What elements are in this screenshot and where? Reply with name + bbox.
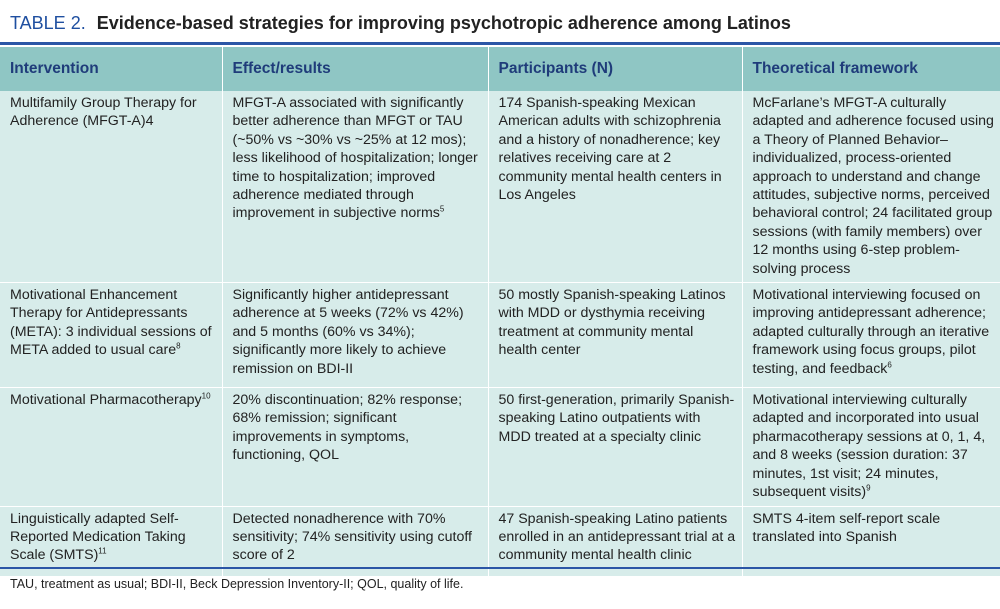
cell-text (233, 94, 482, 223)
participants-text: 47 Spanish-speaking Latino patients enrolled in an antidepressant trial at a community mental health clinic (498, 510, 736, 564)
intervention-cell (0, 283, 222, 388)
table-row (0, 91, 1000, 283)
table-label: TABLE 2. (10, 13, 86, 33)
intervention-text: Motivational Enhancement Therapy for Antidepressants (META): 3 individual sessions of META added to usual care (10, 287, 212, 359)
cell-text (753, 510, 995, 547)
participants-text: 174 Spanish-speaking Mexican American adults with schizophrenia and a history of nonadherence; key relatives receiving care at 2 community mental health centers in Los Angeles (498, 95, 722, 204)
cell-text (10, 286, 216, 360)
framework-cell (742, 283, 1000, 388)
effect-text: 20% discontinuation; 82% response; 68% remission; significant improvements in symptoms, functioning, QOL (232, 392, 463, 464)
cell-text (10, 391, 216, 409)
framework-cell (742, 388, 1000, 506)
reference-superscript: 6 (887, 359, 892, 369)
participants-cell (488, 91, 742, 283)
effect-cell (222, 388, 488, 506)
column-header-participants: Participants (N) (488, 47, 742, 91)
participants-text: 50 first-generation, primarily Spanish-speaking Latino outpatients with MDD treated at a specialty clinic (498, 392, 735, 445)
column-header-theoretical-framework: Theoretical framework (742, 47, 1000, 91)
top-rule-divider (0, 42, 1000, 45)
intervention-cell (0, 388, 222, 506)
intervention-cell (0, 506, 222, 576)
framework-text: Motivational interviewing focused on improving antidepressant adherence; adapted culturally through an iterative framework using focus groups, pilot testing, and feedback (752, 287, 990, 377)
cell-text (499, 391, 736, 446)
participants-cell (488, 506, 742, 576)
reference-superscript: 5 (439, 204, 445, 214)
effect-text: Significantly higher antidepressant adherence at 5 weeks (72% vs 42%) and 5 months (60% vs 34%); significantly more likely to achieve remission on BDI-II (232, 287, 464, 377)
reference-superscript: 9 (866, 483, 871, 493)
table-footnote: TAU, treatment as usual; BDI-II, Beck Depression Inventory-II; QOL, quality of life. (10, 577, 464, 591)
effect-cell (222, 506, 488, 576)
table-title: Evidence-based strategies for improving psychotropic adherence among Latinos (96, 13, 791, 33)
column-header-effect-results: Effect/results (222, 47, 488, 91)
cell-text (753, 391, 995, 501)
table-row (0, 506, 1000, 576)
reference-superscript: 8 (176, 341, 181, 351)
reference-superscript: 10 (201, 391, 211, 401)
effect-text: Detected nonadherence with 70% sensitivity; 74% sensitivity using cutoff score of 2 (232, 510, 472, 564)
cell-text (499, 286, 736, 360)
intervention-text: Linguistically adapted Self-Reported Medication Taking Scale (SMTS) (10, 510, 186, 564)
bottom-rule-divider (0, 567, 1000, 569)
table-caption (0, 0, 1000, 42)
effect-text: MFGT-A associated with significantly better adherence than MFGT or TAU (~50% vs ~30% vs ~25% at 12 mos); less likelihood of hospitalization; longer time to hospitalization; improved adherence mediated through improvement in subjective norms (232, 95, 478, 222)
cell-text (233, 510, 482, 565)
framework-text: SMTS 4-item self-report scale translated into Spanish (752, 510, 941, 545)
cell-text (499, 94, 736, 204)
cell-text (233, 391, 482, 465)
intervention-cell (0, 91, 222, 283)
cell-text (10, 94, 216, 131)
framework-text: McFarlane’s MFGT-A culturally adapted and adherence focused using a Theory of Planned Behavior–individualized, process-oriented approach to understand and change attitudes, subjective norms, perceived behavioral control; 24 facilitated group sessions (with family members) over 12 months using 6-step problem-solving process (752, 95, 994, 277)
intervention-text: Multifamily Group Therapy for Adherence (MFGT-A)4 (10, 95, 197, 130)
framework-cell (742, 506, 1000, 576)
table-row (0, 388, 1000, 506)
framework-cell (742, 91, 1000, 283)
participants-cell (488, 283, 742, 388)
cell-text (753, 94, 995, 278)
table-row (0, 283, 1000, 388)
column-header-intervention: Intervention (0, 47, 222, 91)
intervention-text: Motivational Pharmacotherapy (10, 392, 202, 409)
participants-cell (488, 388, 742, 506)
reference-superscript: 11 (98, 546, 107, 556)
effect-cell (222, 91, 488, 283)
table-header-row (0, 47, 1000, 91)
evidence-table (0, 47, 1000, 577)
effect-cell (222, 283, 488, 388)
participants-text: 50 mostly Spanish-speaking Latinos with MDD or dysthymia receiving treatment at community mental health center (498, 287, 726, 359)
cell-text (10, 510, 216, 565)
framework-text: Motivational interviewing culturally adapted and incorporated into usual pharmacotherapy sessions at 0, 1, 4, and 8 weeks (session duration: 37 minutes, 1st visit; 24 minutes, subsequent visits) (752, 392, 986, 501)
cell-text (233, 286, 482, 378)
cell-text (499, 510, 736, 565)
cell-text (753, 286, 995, 378)
